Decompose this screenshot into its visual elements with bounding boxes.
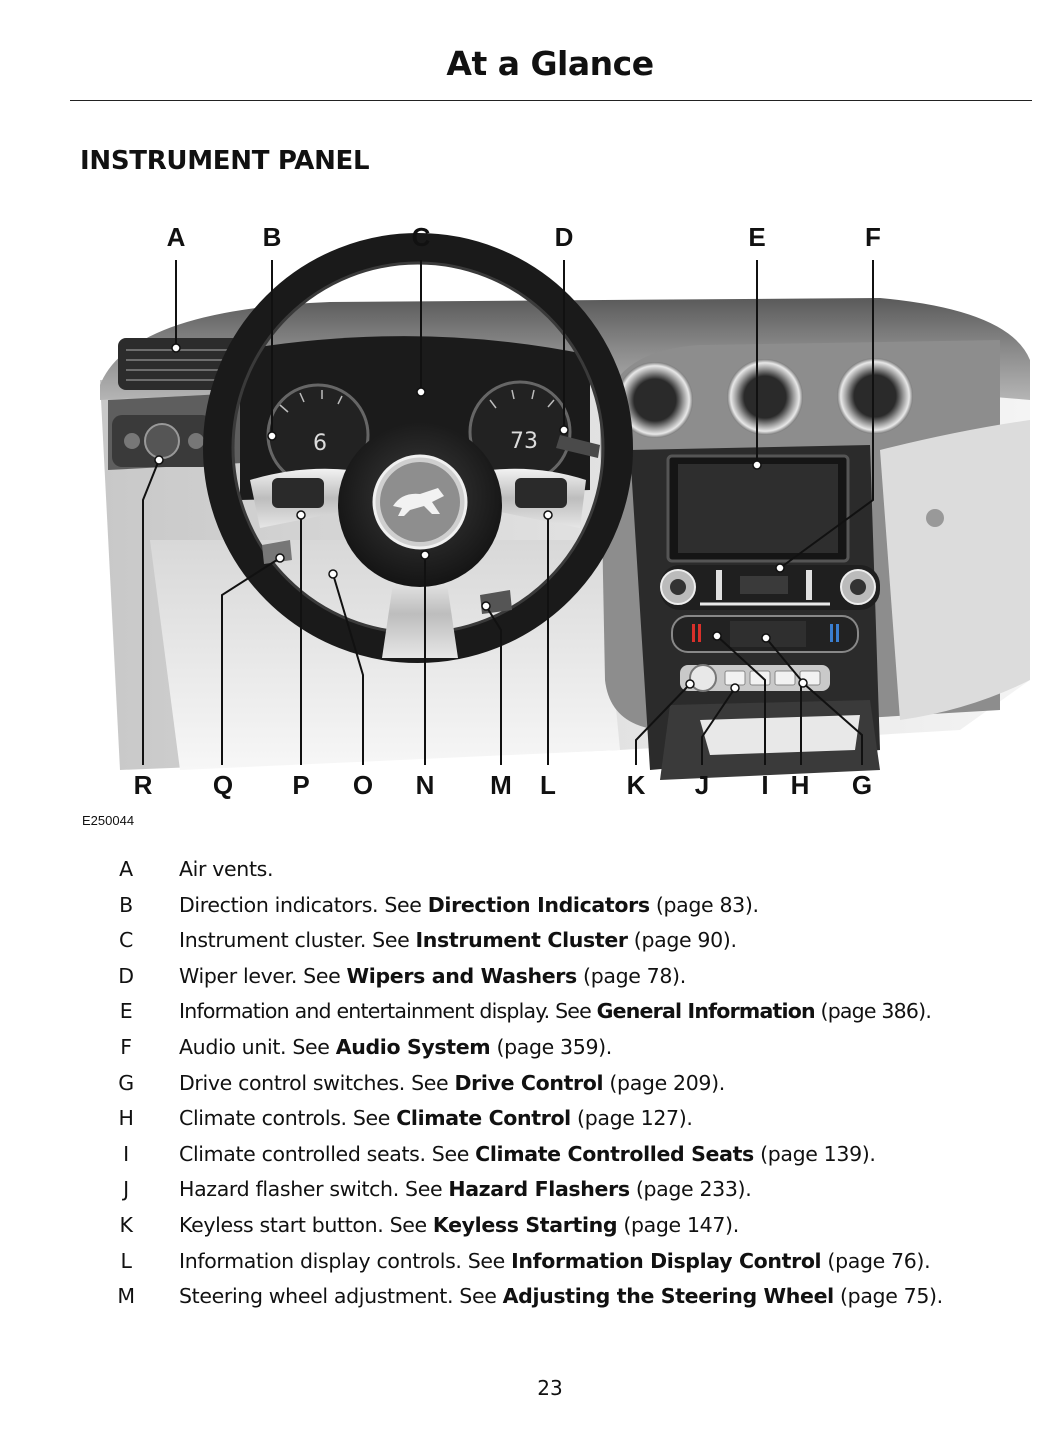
legend-letter: D: [118, 963, 134, 988]
legend-description: Instrument cluster. See Instrument Cluster (page 90).: [179, 928, 737, 953]
header-divider: [70, 100, 1032, 101]
legend-letter: K: [119, 1213, 133, 1237]
legend-letter: I: [123, 1141, 129, 1166]
legend-row: [0, 1106, 1056, 1136]
legend-link[interactable]: Instrument Cluster: [415, 928, 628, 953]
legend-description: Steering wheel adjustment. See Adjusting the Steering Wheel (page 75).: [179, 1284, 943, 1309]
legend-letter: L: [120, 1248, 132, 1273]
legend-row: [0, 1249, 1056, 1279]
callout-o: O: [352, 770, 374, 800]
legend-row: [0, 893, 1056, 923]
legend-description: Direction indicators. See Direction Indicators (page 83).: [179, 892, 759, 917]
legend-letter: B: [119, 892, 133, 917]
legend-letter: H: [118, 1106, 134, 1131]
callout-q: Q: [212, 770, 234, 800]
legend-link[interactable]: General Information: [596, 999, 815, 1024]
page-header-title: At a Glance: [446, 44, 654, 83]
dashboard-illustration: [0, 210, 1056, 810]
legend-row: [0, 999, 1056, 1029]
legend-description: Climate controlled seats. See Climate Controlled Seats (page 139).: [179, 1141, 876, 1166]
legend-row: [0, 928, 1056, 958]
legend-row: [0, 1177, 1056, 1207]
callout-m: M: [490, 770, 512, 800]
legend-link[interactable]: Information Display Control: [511, 1248, 822, 1273]
callout-r: R: [133, 770, 153, 800]
legend-description: Air vents.: [179, 857, 274, 881]
legend-letter: C: [119, 928, 133, 953]
legend-description: Hazard flasher switch. See Hazard Flashers (page 233).: [179, 1177, 752, 1202]
callout-i: I: [761, 770, 769, 800]
legend-description: Drive control switches. See Drive Control (page 209).: [179, 1070, 725, 1095]
callout-g: G: [851, 770, 873, 800]
legend-link[interactable]: Drive Control: [454, 1070, 604, 1095]
figure-id: E250044: [82, 813, 135, 828]
legend-link[interactable]: Audio System: [335, 1035, 491, 1059]
legend-row: [0, 1284, 1056, 1314]
legend-link[interactable]: Keyless Starting: [432, 1213, 618, 1237]
callout-e: E: [748, 222, 766, 252]
legend-row: [0, 1213, 1056, 1243]
cluster-right-digit: 73: [510, 429, 538, 454]
callout-n: N: [415, 770, 435, 800]
legend-description: Audio unit. See Audio System (page 359).: [179, 1035, 612, 1059]
section-title: INSTRUMENT PANEL: [80, 146, 370, 176]
legend-letter: E: [119, 999, 133, 1024]
legend-description: Wiper lever. See Wipers and Washers (page 78).: [179, 963, 686, 988]
legend-row: [0, 1142, 1056, 1172]
legend-letter: M: [117, 1284, 135, 1309]
callout-d: D: [554, 222, 574, 252]
legend-link[interactable]: Wipers and Washers: [346, 963, 577, 988]
legend-row: [0, 857, 1056, 887]
legend-description: Keyless start button. See Keyless Starting (page 147).: [179, 1213, 739, 1237]
callout-k: K: [626, 770, 646, 800]
legend-description: Information and entertainment display. See General Information (page 386).: [179, 999, 932, 1024]
legend-letter: J: [123, 1177, 129, 1202]
page-number: 23: [537, 1376, 563, 1400]
callout-j: J: [694, 770, 710, 800]
legend-link[interactable]: Adjusting the Steering Wheel: [502, 1284, 834, 1309]
instrument-panel-figure: [0, 210, 1056, 810]
legend-letter: F: [120, 1035, 132, 1059]
legend-row: [0, 1071, 1056, 1101]
legend-link[interactable]: Climate Control: [396, 1106, 571, 1131]
callout-h: H: [790, 770, 810, 800]
legend-link[interactable]: Climate Controlled Seats: [475, 1141, 754, 1166]
legend-row: [0, 964, 1056, 994]
legend-row: [0, 1035, 1056, 1065]
legend-description: Climate controls. See Climate Control (page 127).: [179, 1106, 693, 1131]
cluster-left-digit: 6: [313, 431, 327, 456]
legend-description: Information display controls. See Information Display Control (page 76).: [179, 1248, 931, 1273]
callout-a: A: [166, 222, 186, 252]
callout-p: P: [292, 770, 310, 800]
legend-letter: A: [119, 857, 133, 881]
callout-f: F: [865, 222, 881, 252]
legend-link[interactable]: Direction Indicators: [427, 892, 650, 917]
callout-c: C: [411, 222, 431, 252]
callout-b: B: [262, 222, 282, 252]
legend-link[interactable]: Hazard Flashers: [448, 1177, 630, 1202]
legend-letter: G: [118, 1070, 134, 1095]
callout-l: L: [540, 770, 556, 800]
